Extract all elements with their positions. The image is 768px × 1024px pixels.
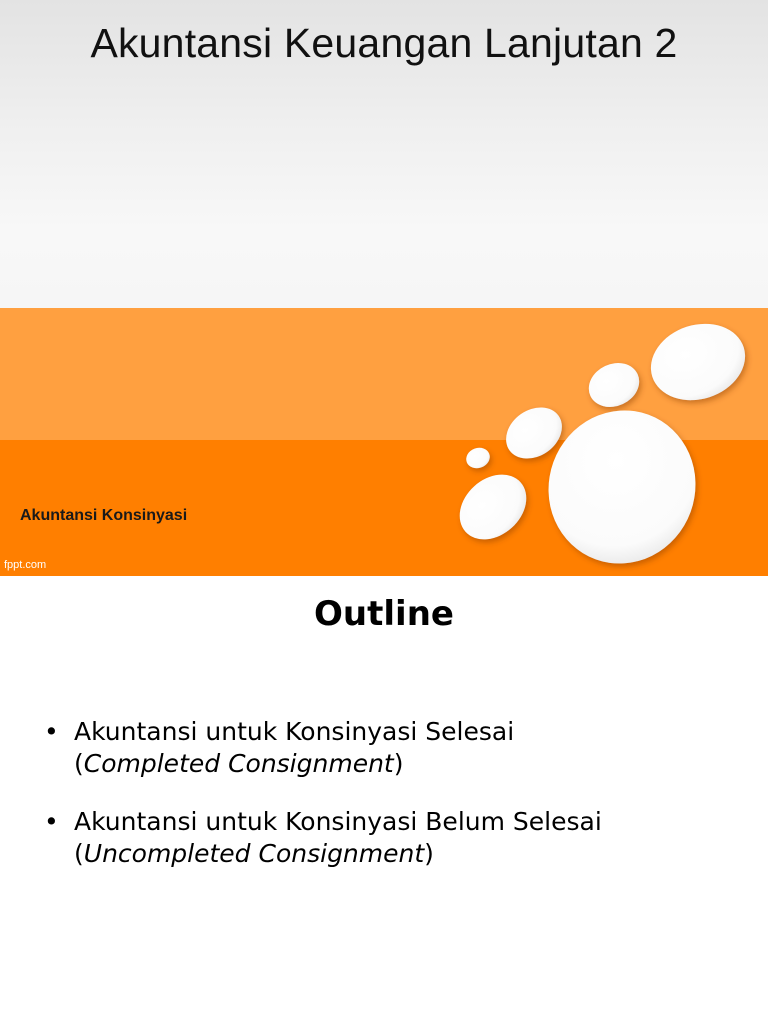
open-paren: ( [74,749,84,778]
bubble-top-right [641,312,755,412]
list-item-emphasis: Completed Consignment [83,749,394,778]
close-paren: ) [393,749,404,778]
outline-slide [0,576,768,1024]
list-item-emphasis: Uncompleted Consignment [83,839,425,868]
list-item-translation [74,838,744,870]
list-item-translation [74,748,744,780]
bullet-icon: • [44,717,59,746]
bubble-small [463,444,492,471]
slide-subtitle: Akuntansi Konsinyasi [20,507,188,524]
slide-title: Akuntansi Keuangan Lanjutan 2 [90,20,678,66]
open-paren: ( [74,839,84,868]
list-item [44,806,744,870]
list-item-text: Akuntansi untuk Konsinyasi Belum Selesai [74,807,602,836]
outline-heading: Outline [314,594,454,634]
outline-list [44,716,744,896]
credit-watermark: fppt.com [4,559,47,571]
list-item [44,716,744,780]
bubble-lower-left [447,461,539,552]
bullet-icon: • [44,807,59,836]
close-paren: ) [424,839,434,868]
bubble-upper-middle [582,355,647,415]
list-item-text: Akuntansi untuk Konsinyasi Selesai [74,717,515,746]
